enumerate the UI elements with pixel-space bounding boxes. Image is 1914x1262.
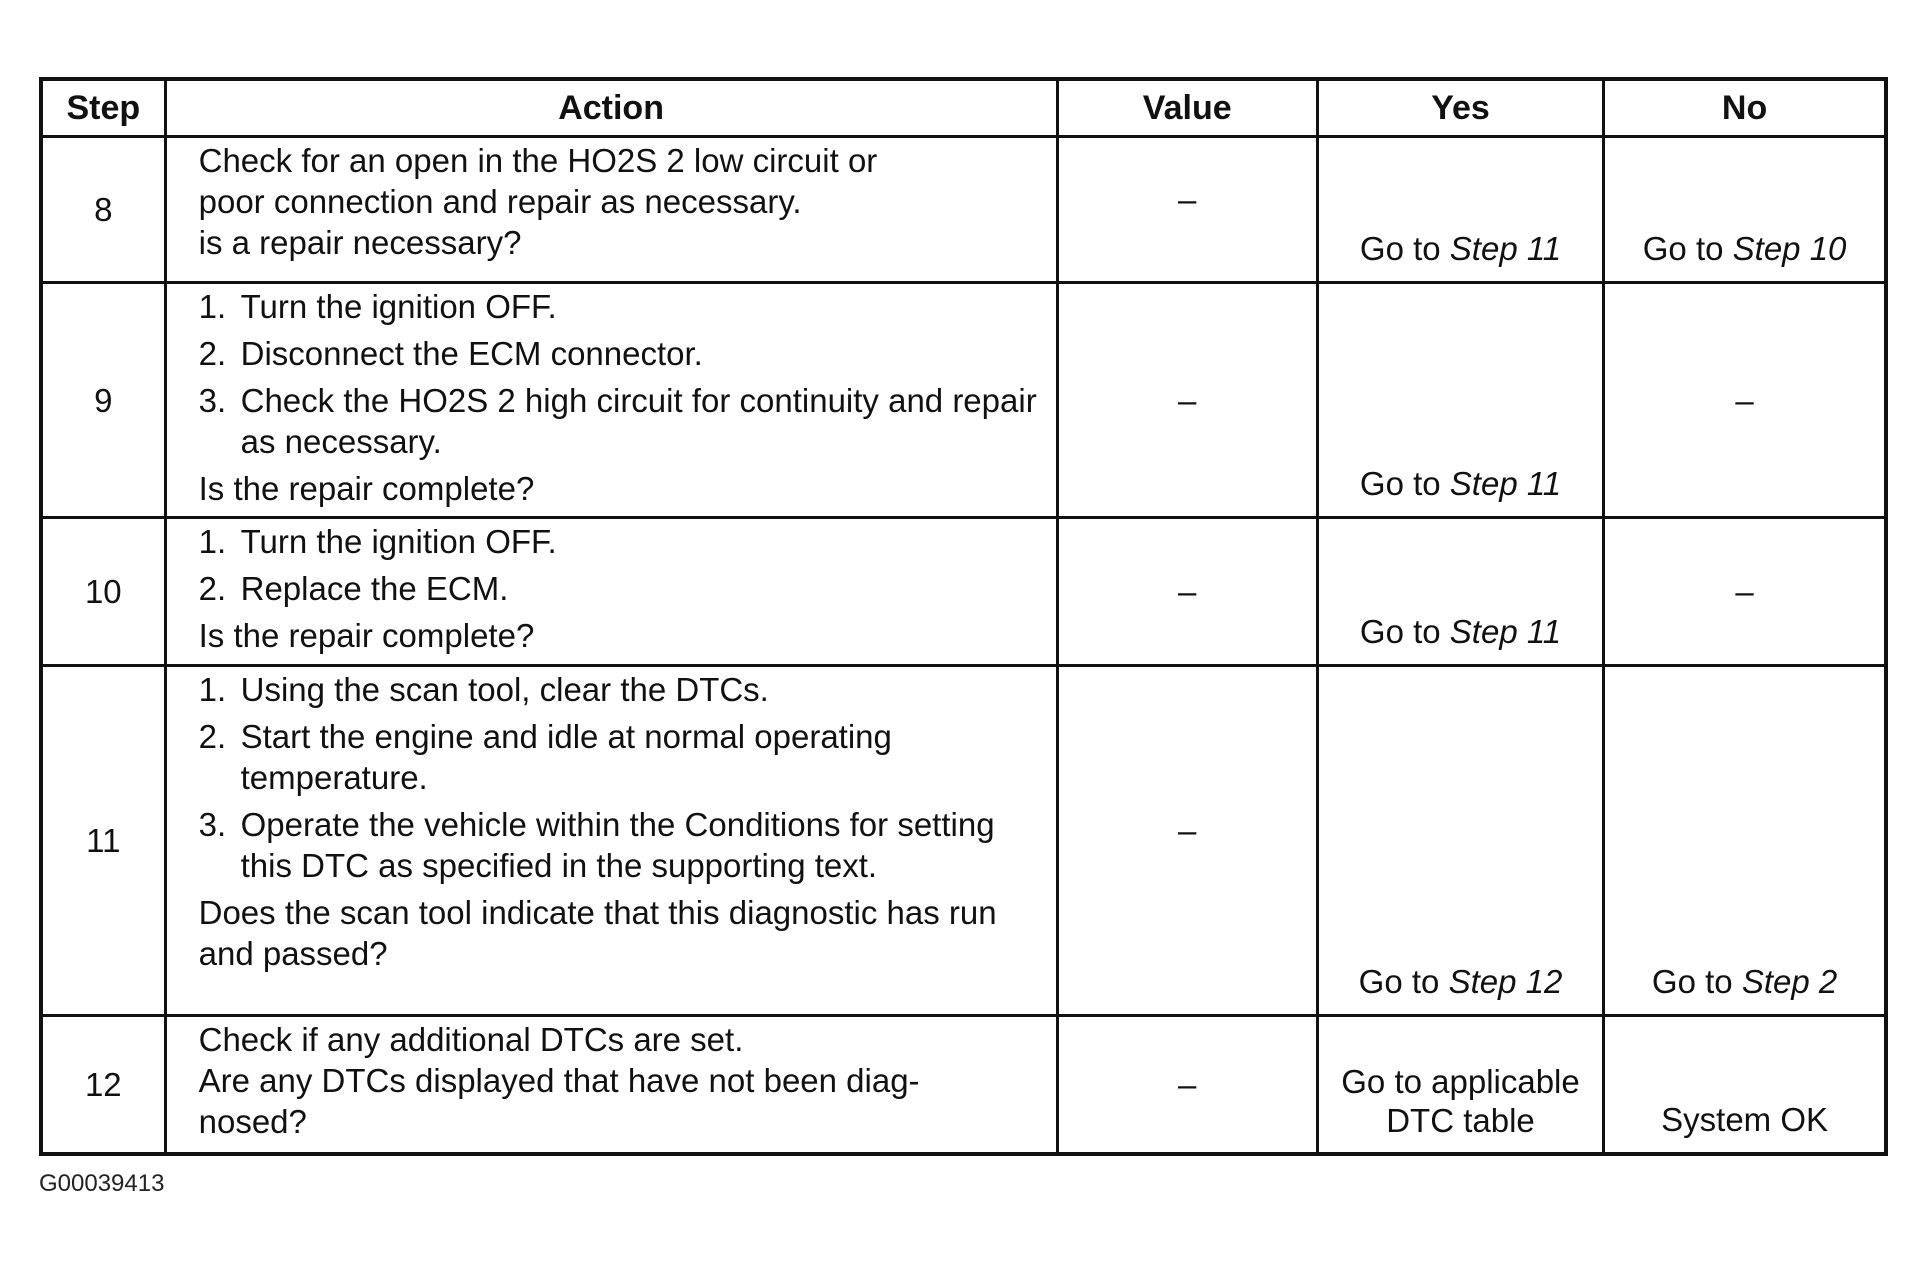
action-cell (165, 518, 1057, 666)
action-question: Is the repair complete? (198, 617, 535, 654)
header-yes: Yes (1317, 79, 1603, 137)
step-item-number: 1. (198, 288, 227, 325)
yes-prefix: Go to (1359, 465, 1441, 502)
action-question: Does the scan tool indicate that this diagnostic has run and passed? (198, 894, 997, 972)
action-line: Check for an open in the HO2S 2 low circuit or (198, 142, 878, 179)
step-item-number: 2. (198, 335, 227, 372)
yes-cell (1317, 283, 1603, 518)
no-cell: System OK (1604, 1016, 1886, 1154)
value-dash: – (1178, 573, 1197, 610)
yes-cell (1317, 518, 1603, 666)
value-cell (1057, 666, 1317, 1016)
no-cell: – (1604, 283, 1886, 518)
header-action: Action (165, 79, 1057, 137)
step-number: 12 (41, 1016, 165, 1154)
yes-step-link: Step 12 (1448, 963, 1563, 1000)
step-item-text: Disconnect the ECM connector. (240, 335, 703, 372)
step-item-text: Using the scan tool, clear the DTCs. (240, 671, 769, 708)
value-dash: – (1178, 812, 1197, 849)
header-row (41, 79, 1886, 137)
no-prefix: Go to (1642, 230, 1724, 267)
yes-line: DTC table (1386, 1101, 1535, 1139)
step-item-number: 2. (198, 718, 227, 755)
no-cell (1604, 137, 1886, 283)
yes-step-link: Step 11 (1449, 613, 1562, 650)
step-item-text: Check the HO2S 2 high circuit for continuity and repair as necessary. (240, 382, 1037, 460)
yes-prefix: Go to (1359, 613, 1441, 650)
value-cell (1057, 1016, 1317, 1154)
yes-step-link: Step 11 (1449, 230, 1562, 267)
yes-prefix: Go to (1358, 963, 1440, 1000)
action-step-item (199, 521, 1044, 562)
figure-id: G00039413 (39, 1170, 165, 1197)
value-cell (1057, 283, 1317, 518)
action-step-item (199, 380, 1044, 462)
value-dash: – (1178, 181, 1197, 218)
action-step-item (199, 804, 1044, 886)
action-steps-list (199, 521, 1044, 609)
step-item-text: Turn the ignition OFF. (240, 288, 557, 325)
action-step-item (199, 716, 1044, 798)
action-steps-list (199, 669, 1044, 886)
step-number: 9 (41, 283, 165, 518)
action-question-continued: nosed? (198, 1103, 307, 1140)
action-cell (165, 1016, 1057, 1154)
value-dash: – (1178, 381, 1197, 419)
diagnostic-table (39, 77, 1888, 1156)
action-step-item (199, 286, 1044, 327)
value-cell (1057, 518, 1317, 666)
step-item-number: 3. (198, 382, 227, 419)
yes-cell (1317, 137, 1603, 283)
no-step-link: Step 10 (1732, 230, 1847, 267)
action-question: is a repair necessary? (198, 224, 522, 261)
action-cell (165, 137, 1057, 283)
step-number: 10 (41, 518, 165, 666)
step-item-number: 1. (198, 671, 227, 708)
yes-cell (1317, 666, 1603, 1016)
yes-cell (1317, 1016, 1603, 1154)
value-cell (1057, 137, 1317, 283)
step-item-text: Operate the vehicle within the Conditions for setting this DTC as specified in the supporting text. (240, 806, 995, 884)
table-row (41, 1016, 1886, 1154)
action-question: Are any DTCs displayed that have not been diag- (198, 1062, 920, 1099)
yes-step-link: Step 11 (1449, 465, 1562, 502)
step-number: 8 (41, 137, 165, 283)
table-row (41, 283, 1886, 518)
no-cell (1604, 666, 1886, 1016)
step-item-text: Start the engine and idle at normal operating temperature. (240, 718, 892, 796)
table-row (41, 666, 1886, 1016)
step-item-number: 2. (198, 570, 227, 607)
action-step-item (199, 333, 1044, 374)
yes-line: Go to applicable (1341, 1062, 1580, 1100)
table-row (41, 137, 1886, 283)
header-step: Step (41, 79, 165, 137)
step-number: 11 (41, 666, 165, 1016)
step-item-text: Turn the ignition OFF. (240, 523, 557, 560)
no-cell: – (1604, 518, 1886, 666)
action-step-item (199, 669, 1044, 710)
step-item-text: Replace the ECM. (240, 570, 509, 607)
action-question: Is the repair complete? (198, 470, 535, 507)
action-line: Check if any additional DTCs are set. (198, 1021, 744, 1058)
step-item-number: 3. (198, 806, 227, 843)
no-step-link: Step 2 (1741, 963, 1838, 1000)
action-step-item (199, 568, 1044, 609)
step-item-number: 1. (198, 523, 227, 560)
header-no: No (1604, 79, 1886, 137)
action-line: poor connection and repair as necessary. (198, 183, 802, 220)
table-row (41, 518, 1886, 666)
action-cell (165, 666, 1057, 1016)
no-prefix: Go to (1651, 963, 1733, 1000)
value-dash: – (1178, 1065, 1197, 1103)
action-steps-list (199, 286, 1044, 462)
header-value: Value (1057, 79, 1317, 137)
action-cell (165, 283, 1057, 518)
yes-prefix: Go to (1359, 230, 1441, 267)
